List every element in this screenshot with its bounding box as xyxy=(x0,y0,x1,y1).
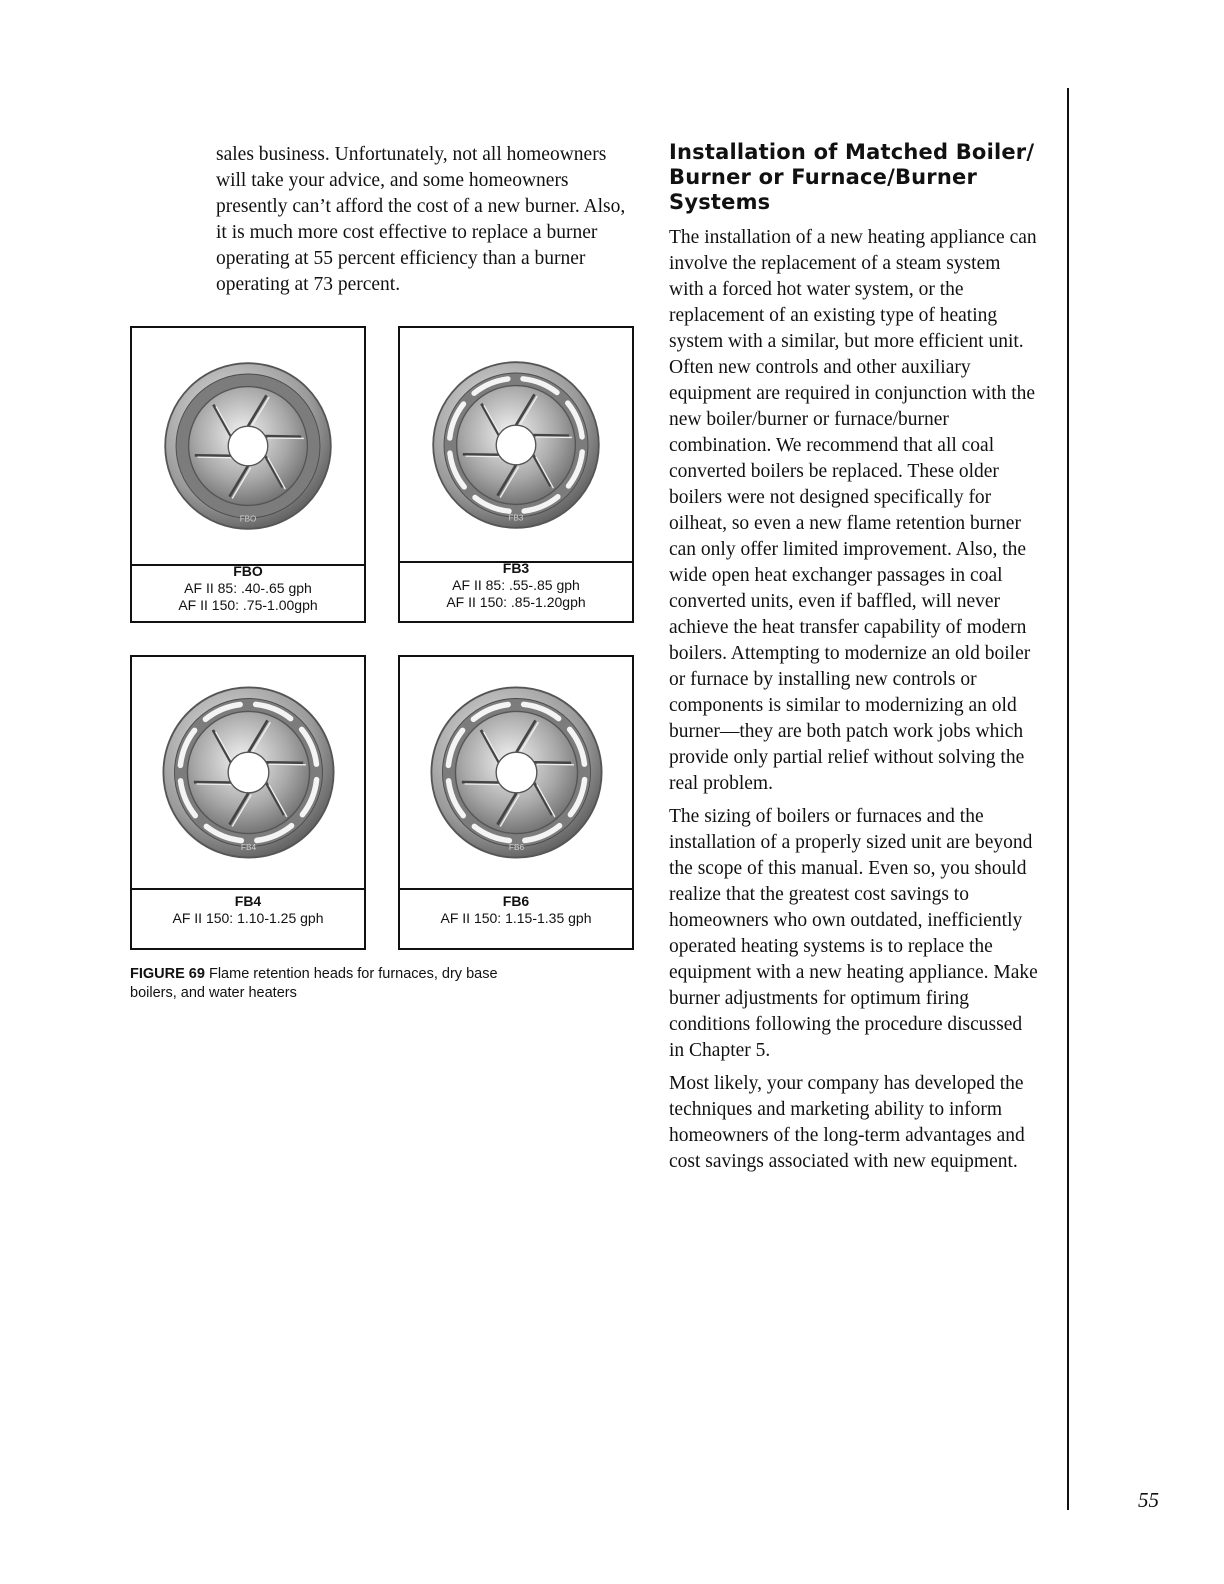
figure-rating-line: AF II 85: .40-.65 gph xyxy=(184,580,312,596)
figure-box-fb4 xyxy=(130,655,366,950)
flame-head-image-fb3 xyxy=(400,328,632,563)
flame-head-image-fb6 xyxy=(400,657,632,890)
figure-caption-fbo xyxy=(132,561,364,621)
swirl-vane xyxy=(265,436,301,437)
swirl-vane xyxy=(463,454,499,455)
swirl-vane xyxy=(461,782,498,783)
figure-box-fb3 xyxy=(398,326,634,623)
section-paragraph: The sizing of boilers or furnaces and the installation of a properly sized unit are beyond the scope of this manual. Even so, you should realize that the greatest cost savings to homeowners who own outdated, inefficiently operated heating systems is to replace the equipment with a new heating appliance. Make burner adjustments for optimum firing conditions following the procedure discussed in Chapter 5. xyxy=(669,806,1038,1061)
vane-highlight xyxy=(536,764,573,765)
stamped-code: FB3 xyxy=(508,513,524,523)
figure-caption-text: Flame retention heads for furnaces, dry base boilers, and water heaters xyxy=(130,966,498,1001)
figure-code: FB3 xyxy=(502,560,530,576)
vane-highlight xyxy=(198,457,234,458)
vane-highlight xyxy=(196,784,233,785)
flame-head-drawing xyxy=(156,680,341,865)
stamped-code: FBO xyxy=(239,514,257,524)
figure-rating-line: AF II 150: 1.10-1.25 gph xyxy=(172,910,324,926)
swirl-vane xyxy=(534,762,571,763)
figure-code: FBO xyxy=(233,563,263,579)
section-heading: Installation of Matched Boiler/ Burner or Furnace/Burner Systems xyxy=(669,140,1035,214)
section-paragraph: The installation of a new heating appliance can involve the replacement of a steam system with a forced hot water system, or the replacement of an existing type of heating system with a similar, but more efficient unit. Often new controls and other auxiliary equipment are required in conjunction with the new boiler/burner or furnace/burner combination. We recommend that all coal converted boilers be replaced. These older boilers were not designed specifically for oilheat, so even a new flame retention burner can only offer limited improvement. Also, the wide open heat exchanger passages in coal converted units, even if baffled, will never achieve the heat transfer capability of modern boilers. Attempting to modernize an old boiler or furnace by installing new controls or components is similar to modernizing an old burner—they are both patch work jobs which provide only partial relief without solving the real problem. xyxy=(669,227,1037,794)
swirl-vane xyxy=(266,762,303,763)
figure-caption-fb3 xyxy=(400,558,632,621)
flame-head-image-fbo xyxy=(132,328,364,566)
right-column xyxy=(669,140,1039,1182)
vane-highlight xyxy=(268,764,305,765)
figure-caption-fb4 xyxy=(132,887,364,948)
swirl-vane xyxy=(193,782,230,783)
center-opening xyxy=(228,426,268,466)
figure-box-fbo xyxy=(130,326,366,623)
figure-box-fb6 xyxy=(398,655,634,950)
figure-caption-fb6 xyxy=(400,887,632,948)
intro-paragraph: sales business. Unfortunately, not all homeowners will take your advice, and some homeowners presently can’t afford the cost of a new burner. Also, it is much more cost effective to replace a burner operating at 55 percent efficiency than a burner operating at 73 percent. xyxy=(216,144,626,295)
flame-head-image-fb4 xyxy=(132,657,364,890)
figure-rating-line: AF II 150: .85-1.20gph xyxy=(446,594,586,610)
section-paragraph: Most likely, your company has developed the techniques and marketing ability to inform homeowners of the long-term advantages and cost savings associated with new equipment. xyxy=(669,1073,1025,1172)
figure-label: FIGURE 69 xyxy=(130,966,205,982)
figure-code: FB4 xyxy=(234,893,262,909)
figure-rating-line: AF II 85: .55-.85 gph xyxy=(452,577,580,593)
swirl-vane xyxy=(195,455,231,456)
stamped-code: FB6 xyxy=(508,842,524,853)
figure-caption xyxy=(130,965,510,1003)
figure-code: FB6 xyxy=(502,893,530,909)
page-number: 55 xyxy=(1138,1488,1159,1512)
vane-highlight xyxy=(464,784,501,785)
vane-highlight xyxy=(268,438,304,439)
vane-highlight xyxy=(466,456,502,457)
center-opening xyxy=(228,752,269,793)
intro-text xyxy=(216,142,636,298)
stamped-code: FB4 xyxy=(240,842,256,853)
flame-head-drawing xyxy=(424,680,609,865)
flame-head-drawing xyxy=(426,355,606,535)
flame-head-drawing xyxy=(158,356,338,536)
figure-rating-line: AF II 150: .75-1.00gph xyxy=(178,597,318,613)
swirl-vane xyxy=(533,435,569,436)
vane-highlight xyxy=(536,436,572,437)
center-opening xyxy=(496,425,536,465)
figure-rating-line: AF II 150: 1.15-1.35 gph xyxy=(440,910,592,926)
vertical-rule xyxy=(1067,88,1069,1510)
center-opening xyxy=(496,752,537,793)
